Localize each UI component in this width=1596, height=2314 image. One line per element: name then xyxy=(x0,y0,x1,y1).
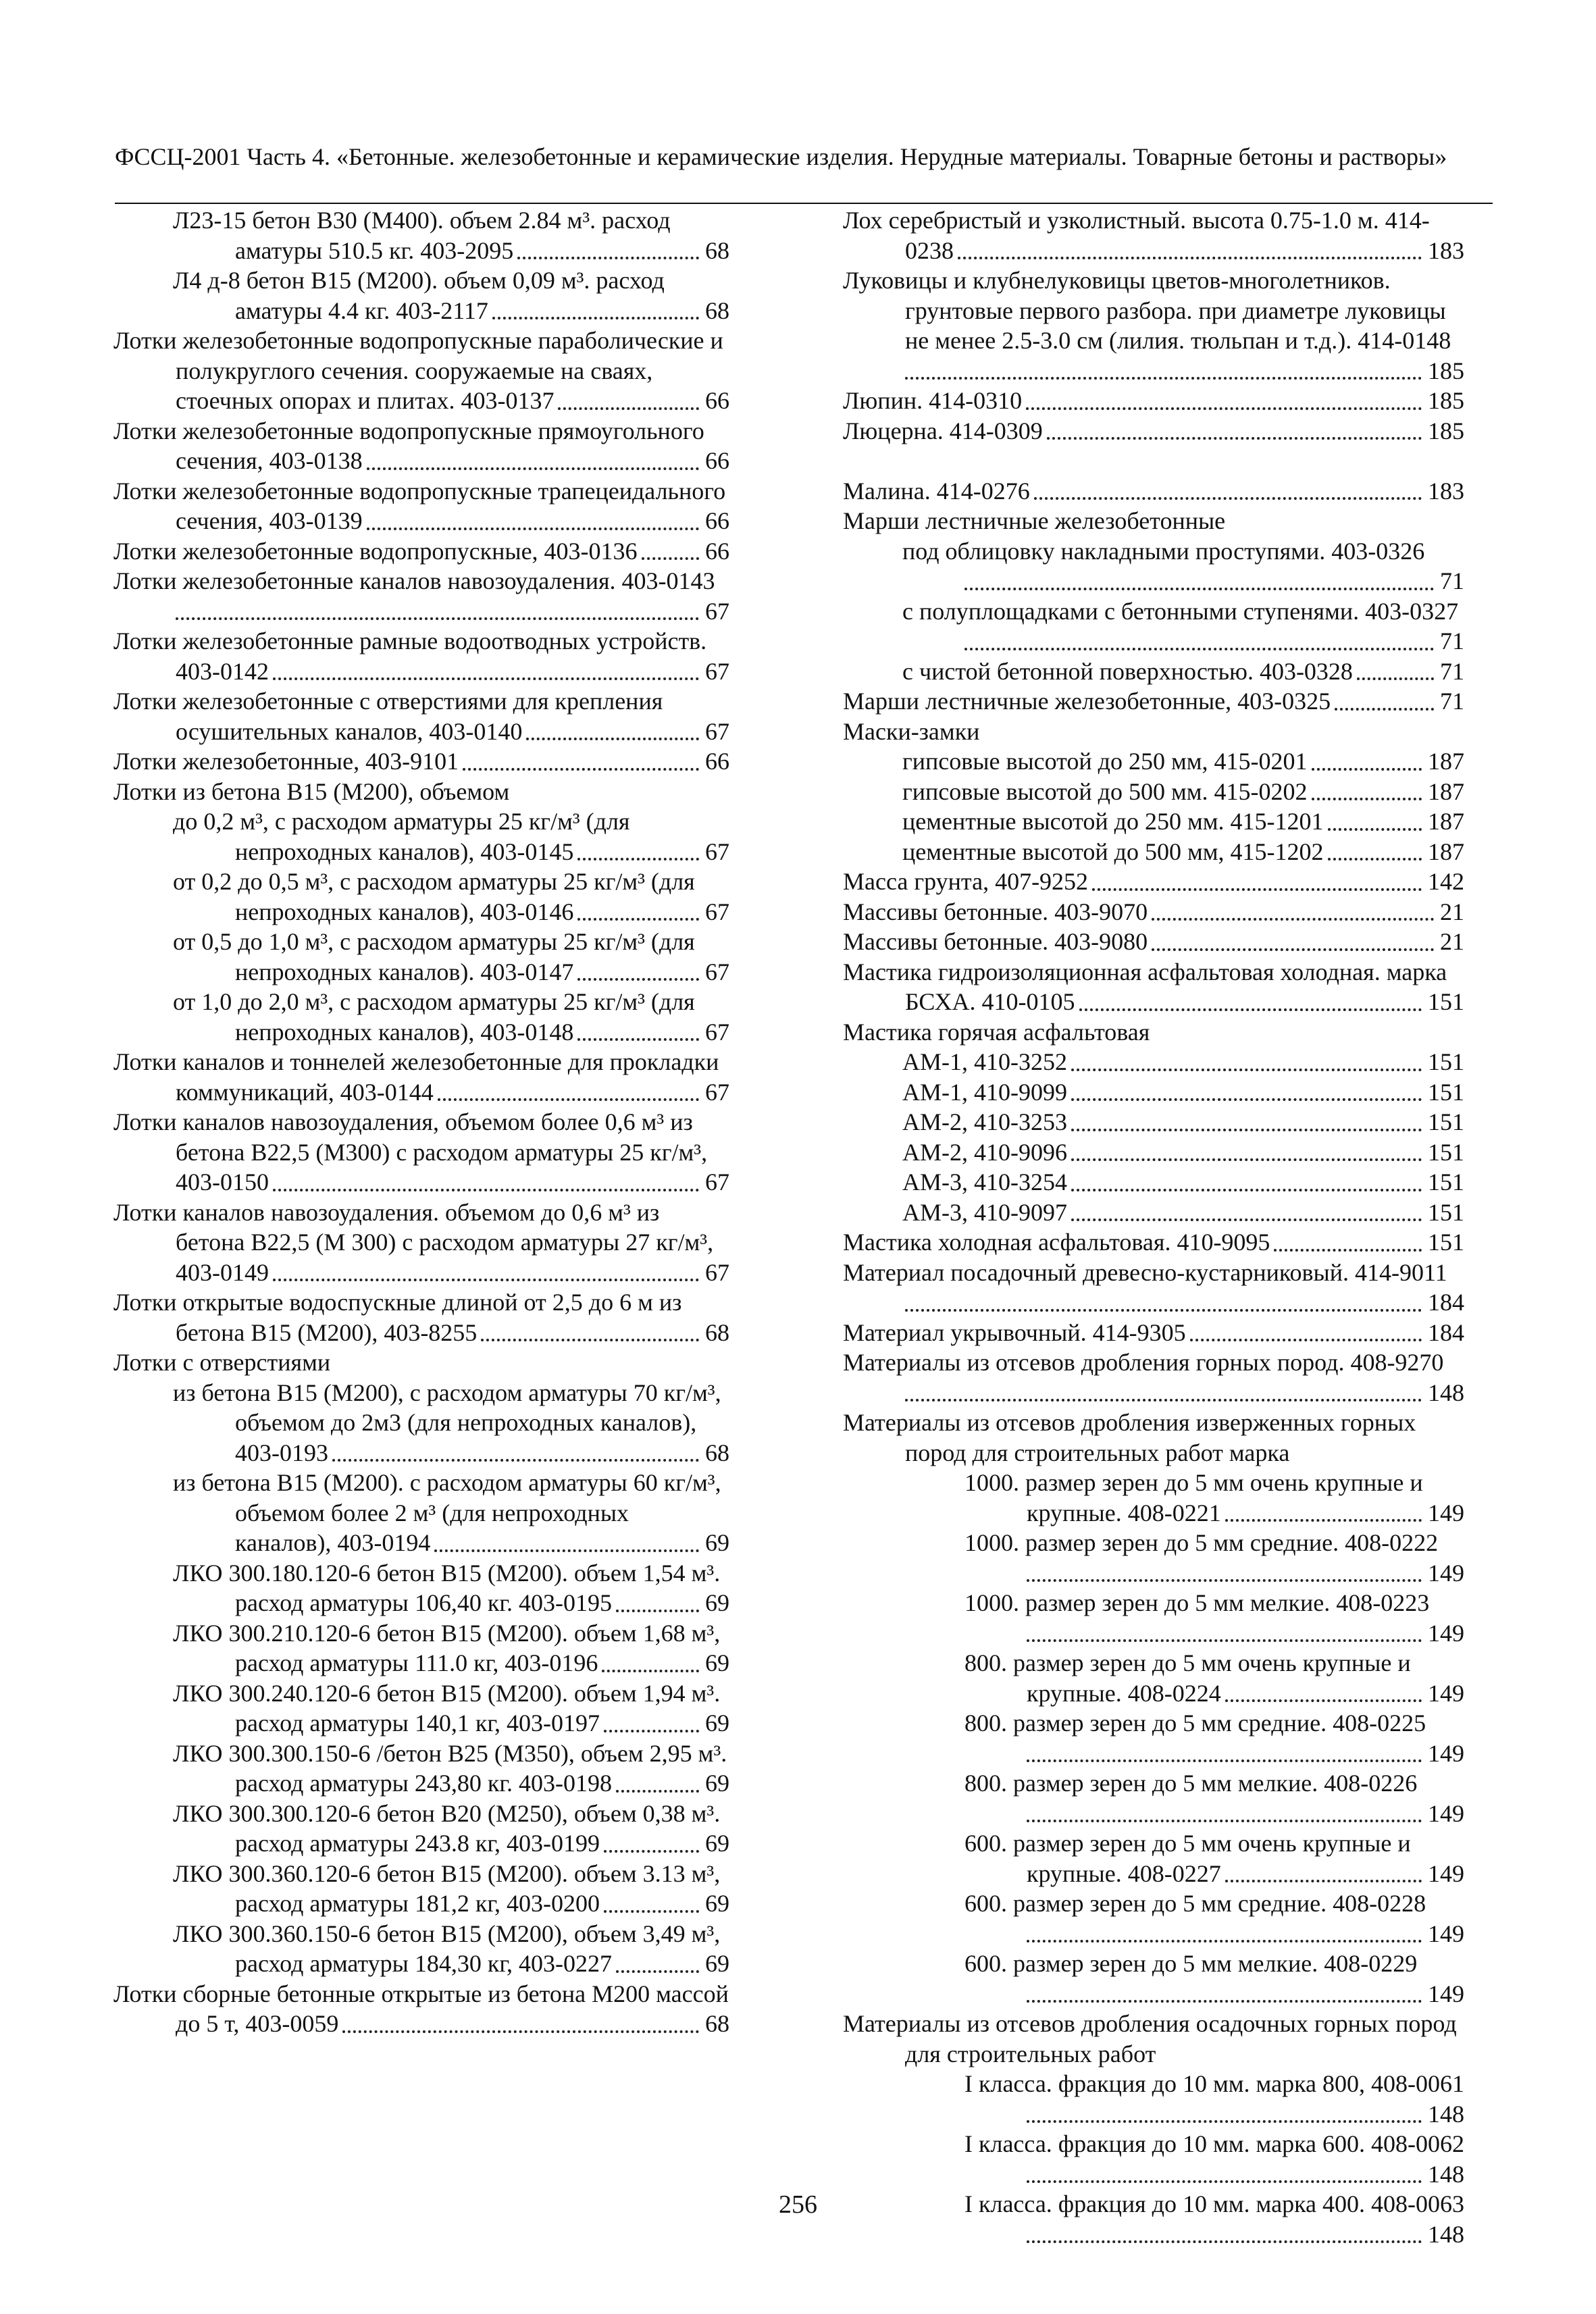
index-entry-text: ЛКО 300.180.120-6 бетон В15 (М200). объем 1,54 м³. расход арматуры 106,40 кг. 403-0195 xyxy=(173,1559,727,1616)
index-entry xyxy=(113,1859,729,1919)
dot-leader xyxy=(1071,1069,1422,1071)
index-entry-text: Люпин. 414-0310 xyxy=(843,387,1023,414)
index-entry xyxy=(843,927,1464,957)
index-entry xyxy=(843,717,1464,747)
index-entry-page: 71 xyxy=(1438,566,1464,596)
index-entry-text: Лотки железобетонные каналов навозоудаления. 403-0143 xyxy=(113,567,715,594)
dot-leader xyxy=(1034,497,1422,500)
index-entry-page: 149 xyxy=(1426,1558,1464,1589)
index-entry-text: Лох серебристый и узколистный. высота 0.75-1.0 м. 414-0238 xyxy=(843,207,1430,264)
dot-leader xyxy=(577,978,699,981)
index-entry-page: 149 xyxy=(1426,1979,1464,2009)
index-entry-page: 151 xyxy=(1426,987,1464,1017)
index-entry xyxy=(113,205,729,265)
index-entry-text: Мастика холодная асфальтовая. 410-9095 xyxy=(843,1229,1270,1256)
dot-leader xyxy=(1071,1158,1422,1161)
index-entry-text: АМ-1, 410-9099 xyxy=(902,1078,1067,1106)
index-entry-text: Материал укрывочный. 414-9305 xyxy=(843,1318,1186,1346)
index-entry-page: 149 xyxy=(1426,1678,1464,1709)
index-entry-page: 149 xyxy=(1426,1859,1464,1889)
index-entry-page: 66 xyxy=(703,386,729,416)
index-entry xyxy=(843,867,1464,897)
index-entry xyxy=(843,416,1464,446)
index-entry-text: Лотки железобетонные с отверстиями для крепления осушительных каналов, 403-0140 xyxy=(113,688,669,745)
index-entry-page: 183 xyxy=(1426,476,1464,507)
dot-leader xyxy=(964,648,1434,650)
index-entry xyxy=(113,746,729,777)
dot-leader xyxy=(463,768,699,771)
dot-leader xyxy=(616,1970,699,1973)
index-entry-page: 187 xyxy=(1426,777,1464,807)
dot-leader xyxy=(273,1189,699,1191)
index-entry-page: 69 xyxy=(703,1888,729,1919)
index-entry-text: АМ-3, 410-9097 xyxy=(902,1198,1067,1226)
dot-leader xyxy=(1027,2120,1422,2123)
index-entry-text: 600. размер зерен до 5 мм мелкие. 408-0229 xyxy=(964,1950,1418,1977)
dot-leader xyxy=(905,1309,1422,1312)
index-entry-page: 71 xyxy=(1438,657,1464,687)
index-entry-page: 142 xyxy=(1426,867,1464,897)
index-entry-page: 187 xyxy=(1426,806,1464,837)
index-entry xyxy=(843,746,1464,777)
dot-leader xyxy=(1047,437,1422,440)
index-entry xyxy=(113,1468,729,1558)
index-entry-text: Лотки из бетона В15 (М200), объемом xyxy=(113,777,510,805)
index-entry-text: гипсовые высотой до 250 мм, 415-0201 xyxy=(902,748,1308,775)
index-entry-text: Лотки железобетонные, 403-9101 xyxy=(113,748,459,775)
index-entry xyxy=(113,1799,729,1859)
index-entry xyxy=(843,657,1464,687)
index-entry-page: 67 xyxy=(703,1017,729,1048)
index-entry xyxy=(843,596,1464,657)
dot-leader xyxy=(1071,1218,1422,1221)
index-entry xyxy=(843,386,1464,416)
index-entry-text: АМ-1, 410-3252 xyxy=(902,1048,1067,1075)
index-entry xyxy=(843,1408,1464,1468)
index-entry xyxy=(113,1739,733,1799)
index-entry-text: 800. размер зерен до 5 мм очень крупные и крупные. 408-0224 xyxy=(964,1649,1417,1707)
index-entry xyxy=(113,987,729,1047)
index-entry xyxy=(843,1828,1464,1888)
index-entry xyxy=(113,536,729,567)
index-entry xyxy=(113,1378,729,1468)
index-entry-text: Материалы из отсевов дробления горных пород. 408-9270 xyxy=(843,1349,1444,1376)
index-entry-text: Малина. 414-0276 xyxy=(843,477,1030,505)
index-entry xyxy=(843,476,1464,507)
index-entry xyxy=(843,2009,1464,2069)
index-entry-page: 148 xyxy=(1426,2099,1464,2130)
index-entry xyxy=(843,2129,1464,2189)
index-entry xyxy=(843,1047,1464,1077)
dot-leader xyxy=(1328,828,1422,831)
index-entry-text: Лотки железобетонные водопропускные параболические и полукруглого сечения. сооружаемые на сваях, стоечных опорах и плитах. 403-0137 xyxy=(113,327,729,414)
index-entry-text: Луковицы и клубнелуковицы цветов-многолетников. грунтовые первого разбора. при диаметре луковицы не менее 2.5-3.0 см (лилия. тюльпан и т.д.). 414-0148 xyxy=(843,267,1452,354)
index-column-right xyxy=(843,205,1464,2249)
index-entry-text: Лотки железобетонные водопропускные, 403-0136 xyxy=(113,537,638,565)
dot-leader xyxy=(481,1339,699,1341)
index-entry xyxy=(113,265,729,326)
index-entry-page: 67 xyxy=(703,657,729,687)
page-header: ФССЦ-2001 Часть 4. «Бетонные. железобетонные и керамические изделия. Нерудные материалы. Товарные бетоны и растворы» xyxy=(115,143,1447,170)
index-entry-text: 1000. размер зерен до 5 мм очень крупные и крупные. 408-0221 xyxy=(964,1469,1429,1526)
dot-leader xyxy=(1027,1579,1422,1582)
index-entry xyxy=(843,1318,1464,1348)
index-entry xyxy=(843,1258,1464,1318)
index-entry-page: 149 xyxy=(1426,1498,1464,1528)
index-entry-page: 184 xyxy=(1426,1318,1464,1348)
index-entry-page: 68 xyxy=(703,236,729,266)
index-entry-text: гипсовые высотой до 500 мм. 415-0202 xyxy=(902,777,1308,805)
dot-leader xyxy=(1190,1339,1422,1341)
dot-leader xyxy=(1152,948,1434,951)
index-entry-page: 21 xyxy=(1438,897,1464,927)
index-entry-page: 66 xyxy=(703,746,729,777)
dot-leader xyxy=(1225,1519,1422,1522)
index-entry xyxy=(113,566,729,626)
index-entry-page: 184 xyxy=(1426,1287,1464,1318)
index-entry-text: ЛКО 300.210.120-6 бетон В15 (М200). объем 1,68 м³, расход арматуры 111.0 кг, 403-0196 xyxy=(173,1619,727,1676)
index-spacer xyxy=(843,446,1464,476)
index-entry xyxy=(113,927,729,987)
index-entry-text: Мастика горячая асфальтовая xyxy=(843,1018,1150,1046)
index-entry xyxy=(113,416,729,476)
index-entry-page: 67 xyxy=(703,596,729,627)
dot-leader xyxy=(1335,708,1434,711)
index-entry-page: 148 xyxy=(1426,2159,1464,2190)
index-entry xyxy=(843,1017,1464,1048)
index-entry xyxy=(113,1678,729,1739)
index-entry xyxy=(113,686,729,746)
dot-leader xyxy=(367,467,699,470)
index-entry-page: 21 xyxy=(1438,927,1464,957)
index-entry-text: ЛКО 300.360.120-6 бетон В15 (М200). объем 3.13 м³, расход арматуры 181,2 кг, 403-0200 xyxy=(173,1859,727,1917)
index-entry xyxy=(113,1047,729,1107)
dot-leader xyxy=(577,918,699,921)
dot-leader xyxy=(1328,858,1422,860)
dot-leader xyxy=(176,617,699,620)
index-entry xyxy=(843,1167,1464,1198)
index-entry-page: 185 xyxy=(1426,416,1464,446)
dot-leader xyxy=(604,1730,699,1732)
index-entry xyxy=(843,837,1464,867)
index-entry xyxy=(113,1558,729,1618)
index-entry xyxy=(843,205,1464,265)
index-entry-text: Лотки сборные бетонные открытые из бетона М200 массой до 5 т, 403-0059 xyxy=(113,1980,735,2037)
dot-leader xyxy=(1071,1129,1422,1131)
dot-leader xyxy=(1027,2000,1422,2003)
index-entry-text: Мастика гидроизоляционная асфальтовая холодная. марка БСХА. 410-0105 xyxy=(843,958,1453,1015)
index-entry xyxy=(843,897,1464,927)
index-entry-text: из бетона В15 (М200), с расходом арматуры 70 кг/м³, объемом до 2м3 (для непроходных каналов), 403-0193 xyxy=(173,1379,727,1466)
index-entry-page: 149 xyxy=(1426,1739,1464,1769)
index-entry-text: I класса. фракция до 10 мм. марка 400. 408-0063 xyxy=(964,2190,1464,2217)
index-entry-page: 68 xyxy=(703,296,729,326)
dot-leader xyxy=(492,317,699,319)
index-entry-page: 68 xyxy=(703,1438,729,1468)
dot-leader xyxy=(332,1459,699,1462)
dot-leader xyxy=(1312,798,1422,800)
index-entry-page: 151 xyxy=(1426,1107,1464,1137)
index-entry xyxy=(843,2069,1464,2129)
index-entry-page: 71 xyxy=(1438,626,1464,657)
dot-leader xyxy=(1026,407,1422,410)
index-entry-page: 69 xyxy=(703,1588,729,1618)
dot-leader xyxy=(577,1038,699,1041)
index-entry-text: цементные высотой до 250 мм. 415-1201 xyxy=(902,808,1324,835)
index-entry-text: из бетона В15 (М200). с расходом арматуры 60 кг/м³, объемом более 2 м³ (для непроходных каналов), 403-0194 xyxy=(173,1469,727,1556)
index-entry-text: Материалы из отсевов дробления изверженных горных пород для строительных работ марка xyxy=(843,1409,1422,1466)
index-entry xyxy=(843,1077,1464,1108)
dot-leader xyxy=(526,738,699,740)
index-entry-page: 69 xyxy=(703,1828,729,1859)
index-entry-text: Лотки открытые водоспускные длиной от 2,5 до 6 м из бетона В15 (М200), 403-8255 xyxy=(113,1289,688,1346)
index-entry-page: 67 xyxy=(703,1258,729,1288)
dot-leader xyxy=(558,407,699,410)
index-entry-text: Лотки железобетонные рамные водоотводных устройств. 403-0142 xyxy=(113,627,713,685)
index-entry-page: 67 xyxy=(703,1077,729,1108)
index-entry xyxy=(843,1528,1464,1588)
index-entry xyxy=(843,536,1464,596)
index-entry-text: Материалы из отсевов дробления осадочных горных пород для строительных работ xyxy=(843,2010,1463,2067)
dot-leader xyxy=(602,1670,699,1672)
index-entry-text: от 0,2 до 0,5 м³, с расходом арматуры 25 кг/м³ (для непроходных каналов), 403-0146 xyxy=(173,868,701,925)
index-entry-text: АМ-3, 410-3254 xyxy=(902,1168,1067,1195)
dot-leader xyxy=(1027,1759,1422,1762)
index-entry-text: 800. размер зерен до 5 мм мелкие. 408-0226 xyxy=(964,1770,1418,1797)
dot-leader xyxy=(1071,1189,1422,1191)
index-entry xyxy=(113,777,729,807)
index-entry-text: Масса грунта, 407-9252 xyxy=(843,868,1089,895)
index-entry-page: 151 xyxy=(1426,1137,1464,1168)
dot-leader xyxy=(1027,2180,1422,2183)
index-entry xyxy=(843,1648,1464,1708)
index-entry-text: АМ-2, 410-3253 xyxy=(902,1108,1067,1135)
dot-leader xyxy=(434,1549,699,1552)
index-entry xyxy=(113,1198,729,1288)
index-entry-page: 187 xyxy=(1426,837,1464,867)
dot-leader xyxy=(1152,918,1434,921)
index-entry-page: 69 xyxy=(703,1949,729,1979)
index-entry-text: ЛКО 300.360.150-6 бетон В15 (М200), объем 3,49 м³, расход арматуры 184,30 кг, 403-0227 xyxy=(173,1920,727,1977)
index-entry-text: I класса. фракция до 10 мм. марка 800, 408-0061 xyxy=(964,2070,1464,2097)
index-entry-page: 151 xyxy=(1426,1227,1464,1258)
index-entry xyxy=(843,1888,1464,1949)
index-entry xyxy=(843,265,1464,386)
dot-leader xyxy=(342,2030,699,2033)
dot-leader xyxy=(1225,1699,1422,1702)
dot-leader xyxy=(958,257,1422,259)
index-entry-page: 69 xyxy=(703,1648,729,1678)
index-entry-text: Лотки с отверстиями xyxy=(113,1349,331,1376)
index-entry-text: цементные высотой до 500 мм, 415-1202 xyxy=(902,838,1324,865)
index-entry-text: 1000. размер зерен до 5 мм мелкие. 408-0223 xyxy=(964,1589,1430,1616)
header-rule xyxy=(115,203,1493,204)
dot-leader xyxy=(1079,1008,1422,1011)
index-entry-text: Массивы бетонные. 403-9070 xyxy=(843,898,1148,925)
dot-leader xyxy=(905,377,1422,380)
index-entry-text: ЛКО 300.300.150-6 /бетон В25 (М350), объем 2,95 м³. расход арматуры 243,80 кг. 403-0198 xyxy=(173,1739,733,1797)
index-entry-page: 183 xyxy=(1426,236,1464,266)
dot-leader xyxy=(273,1279,699,1281)
index-entry-text: 1000. размер зерен до 5 мм средние. 408-0222 xyxy=(964,1529,1439,1556)
dot-leader xyxy=(616,1790,699,1793)
index-entry xyxy=(843,1588,1464,1648)
index-entry xyxy=(843,686,1464,717)
index-entry-page: 67 xyxy=(703,717,729,747)
index-entry xyxy=(113,1979,735,2039)
index-entry-text: Массивы бетонные. 403-9080 xyxy=(843,928,1148,955)
index-entry-page: 66 xyxy=(703,446,729,476)
index-entry-page: 151 xyxy=(1426,1047,1464,1077)
index-entry-page: 67 xyxy=(703,897,729,927)
index-entry-page: 66 xyxy=(703,506,729,536)
dot-leader xyxy=(273,677,699,680)
dot-leader xyxy=(604,1850,699,1853)
index-entry xyxy=(113,1919,729,1979)
index-entry xyxy=(843,957,1464,1017)
index-column-left xyxy=(113,205,735,2039)
index-entry-text: Лотки железобетонные водопропускные трапецеидального сечения, 403-0139 xyxy=(113,477,732,534)
dot-leader xyxy=(1027,1639,1422,1642)
index-entry-text: ЛКО 300.300.120-6 бетон В20 (М250), объем 0,38 м³. расход арматуры 243.8 кг, 403-0199 xyxy=(173,1799,727,1857)
index-entry xyxy=(113,1618,729,1678)
index-entry-text: до 0,2 м³, с расходом арматуры 25 кг/м³ (для непроходных каналов), 403-0145 xyxy=(173,808,636,865)
index-entry xyxy=(843,806,1464,837)
index-entry-text: Л4 д-8 бетон В15 (М200). объем 0,09 м³. расход аматуры 4.4 кг. 403-2117 xyxy=(173,267,671,324)
index-entry-page: 69 xyxy=(703,1708,729,1739)
index-entry-page: 149 xyxy=(1426,1919,1464,1949)
index-entry xyxy=(843,1107,1464,1137)
index-entry-page: 149 xyxy=(1426,1618,1464,1649)
index-entry xyxy=(843,1768,1464,1828)
index-entry-text: 600. размер зерен до 5 мм средние. 408-0228 xyxy=(964,1890,1426,1917)
index-entry-page: 68 xyxy=(703,2009,729,2039)
dot-leader xyxy=(517,257,699,259)
index-entry-text: 600. размер зерен до 5 мм очень крупные и крупные. 408-0227 xyxy=(964,1830,1417,1887)
index-entry-text: Лотки каналов навозоудаления, объемом более 0,6 м³ из бетона В22,5 (М300) с расходом арматуры 25 кг/м³, 403-0150 xyxy=(113,1108,714,1195)
dot-leader xyxy=(438,1098,699,1101)
index-entry-page: 67 xyxy=(703,837,729,867)
index-entry-page: 149 xyxy=(1426,1799,1464,1829)
index-entry-page: 185 xyxy=(1426,386,1464,416)
index-entry-text: АМ-2, 410-9096 xyxy=(902,1138,1067,1166)
index-entry xyxy=(113,326,729,416)
index-entry-page: 69 xyxy=(703,1528,729,1558)
index-entry-text: с полуплощадками с бетонными ступенями. 403-0327 xyxy=(902,597,1459,625)
index-entry-text: под облицовку накладными проступями. 403-0326 xyxy=(902,537,1425,565)
index-entry xyxy=(843,1708,1464,1768)
index-entry-page: 187 xyxy=(1426,746,1464,777)
index-entry-page: 148 xyxy=(1426,2219,1464,2250)
index-entry xyxy=(113,626,729,686)
dot-leader xyxy=(367,528,699,530)
dot-leader xyxy=(1027,2240,1422,2243)
index-entry-text: Лотки каналов навозоудаления. объемом до 0,6 м³ из бетона В22,5 (М 300) с расходом арматуры 27 кг/м³, 403-0149 xyxy=(113,1198,720,1286)
dot-leader xyxy=(1312,768,1422,771)
index-entry xyxy=(843,1137,1464,1168)
index-entry-text: от 0,5 до 1,0 м³, с расходом арматуры 25 кг/м³ (для непроходных каналов). 403-0147 xyxy=(173,928,701,985)
index-entry-text: Марши лестничные железобетонные xyxy=(843,507,1226,534)
index-entry-page: 148 xyxy=(1426,1378,1464,1408)
dot-leader xyxy=(616,1610,699,1612)
dot-leader xyxy=(1225,1880,1422,1882)
index-entry xyxy=(843,1949,1464,2009)
index-entry-text: с чистой бетонной поверхностью. 403-0328 xyxy=(902,657,1353,685)
index-entry-page: 67 xyxy=(703,1167,729,1198)
index-entry xyxy=(843,1227,1464,1258)
dot-leader xyxy=(1274,1249,1422,1252)
index-entry-page: 69 xyxy=(703,1768,729,1799)
index-entry xyxy=(113,806,729,867)
dot-leader xyxy=(1027,1820,1422,1822)
dot-leader xyxy=(905,1399,1422,1402)
index-entry-text: Лотки каналов и тоннелей железобетонные для прокладки коммуникаций, 403-0144 xyxy=(113,1048,725,1106)
index-entry-text: 800. размер зерен до 5 мм средние. 408-0225 xyxy=(964,1709,1426,1737)
dot-leader xyxy=(1027,1940,1422,1943)
index-entry-text: Материал посадочный древесно-кустарниковый. 414-9011 xyxy=(843,1258,1447,1286)
index-entry-page: 185 xyxy=(1426,356,1464,386)
index-entry-text: Лотки железобетонные водопропускные прямоугольного сечения, 403-0138 xyxy=(113,417,711,474)
dot-leader xyxy=(1071,1098,1422,1101)
index-entry-page: 68 xyxy=(703,1318,729,1348)
index-entry-text: Люцерна. 414-0309 xyxy=(843,417,1043,444)
dot-leader xyxy=(604,1910,699,1913)
dot-leader xyxy=(642,557,699,560)
index-entry xyxy=(113,1347,729,1378)
index-entry-page: 71 xyxy=(1438,686,1464,717)
index-entry xyxy=(843,1347,1464,1408)
index-entry-text: ЛКО 300.240.120-6 бетон В15 (М200). объем 1,94 м³. расход арматуры 140,1 кг, 403-0197 xyxy=(173,1679,727,1737)
index-entry-page: 66 xyxy=(703,536,729,567)
index-entry xyxy=(113,1287,729,1347)
dot-leader xyxy=(577,858,699,860)
dot-leader xyxy=(964,588,1434,590)
index-entry xyxy=(843,777,1464,807)
index-entry xyxy=(843,1468,1464,1528)
index-entry-text: Л23-15 бетон В30 (М400). объем 2.84 м³. расход аматуры 510.5 кг. 403-2095 xyxy=(173,207,677,264)
index-entry-text: Марши лестничные железобетонные, 403-0325 xyxy=(843,688,1331,715)
dot-leader xyxy=(1357,677,1434,680)
index-entry-page: 151 xyxy=(1426,1167,1464,1198)
index-entry xyxy=(113,867,729,927)
dot-leader xyxy=(1092,888,1422,891)
index-entry xyxy=(843,506,1464,536)
index-entry-text: I класса. фракция до 10 мм. марка 600. 408-0062 xyxy=(964,2130,1464,2157)
index-entry-page: 67 xyxy=(703,957,729,987)
index-entry-text: от 1,0 до 2,0 м³, с расходом арматуры 25 кг/м³ (для непроходных каналов), 403-0148 xyxy=(173,988,701,1046)
index-entry xyxy=(113,476,732,536)
index-entry-page: 151 xyxy=(1426,1198,1464,1228)
index-entry-text: Маски-замки xyxy=(843,717,980,745)
index-entry-page: 151 xyxy=(1426,1077,1464,1108)
page-number: 256 xyxy=(779,2190,817,2219)
index-entry xyxy=(843,1198,1464,1228)
index-entry xyxy=(113,1107,729,1198)
